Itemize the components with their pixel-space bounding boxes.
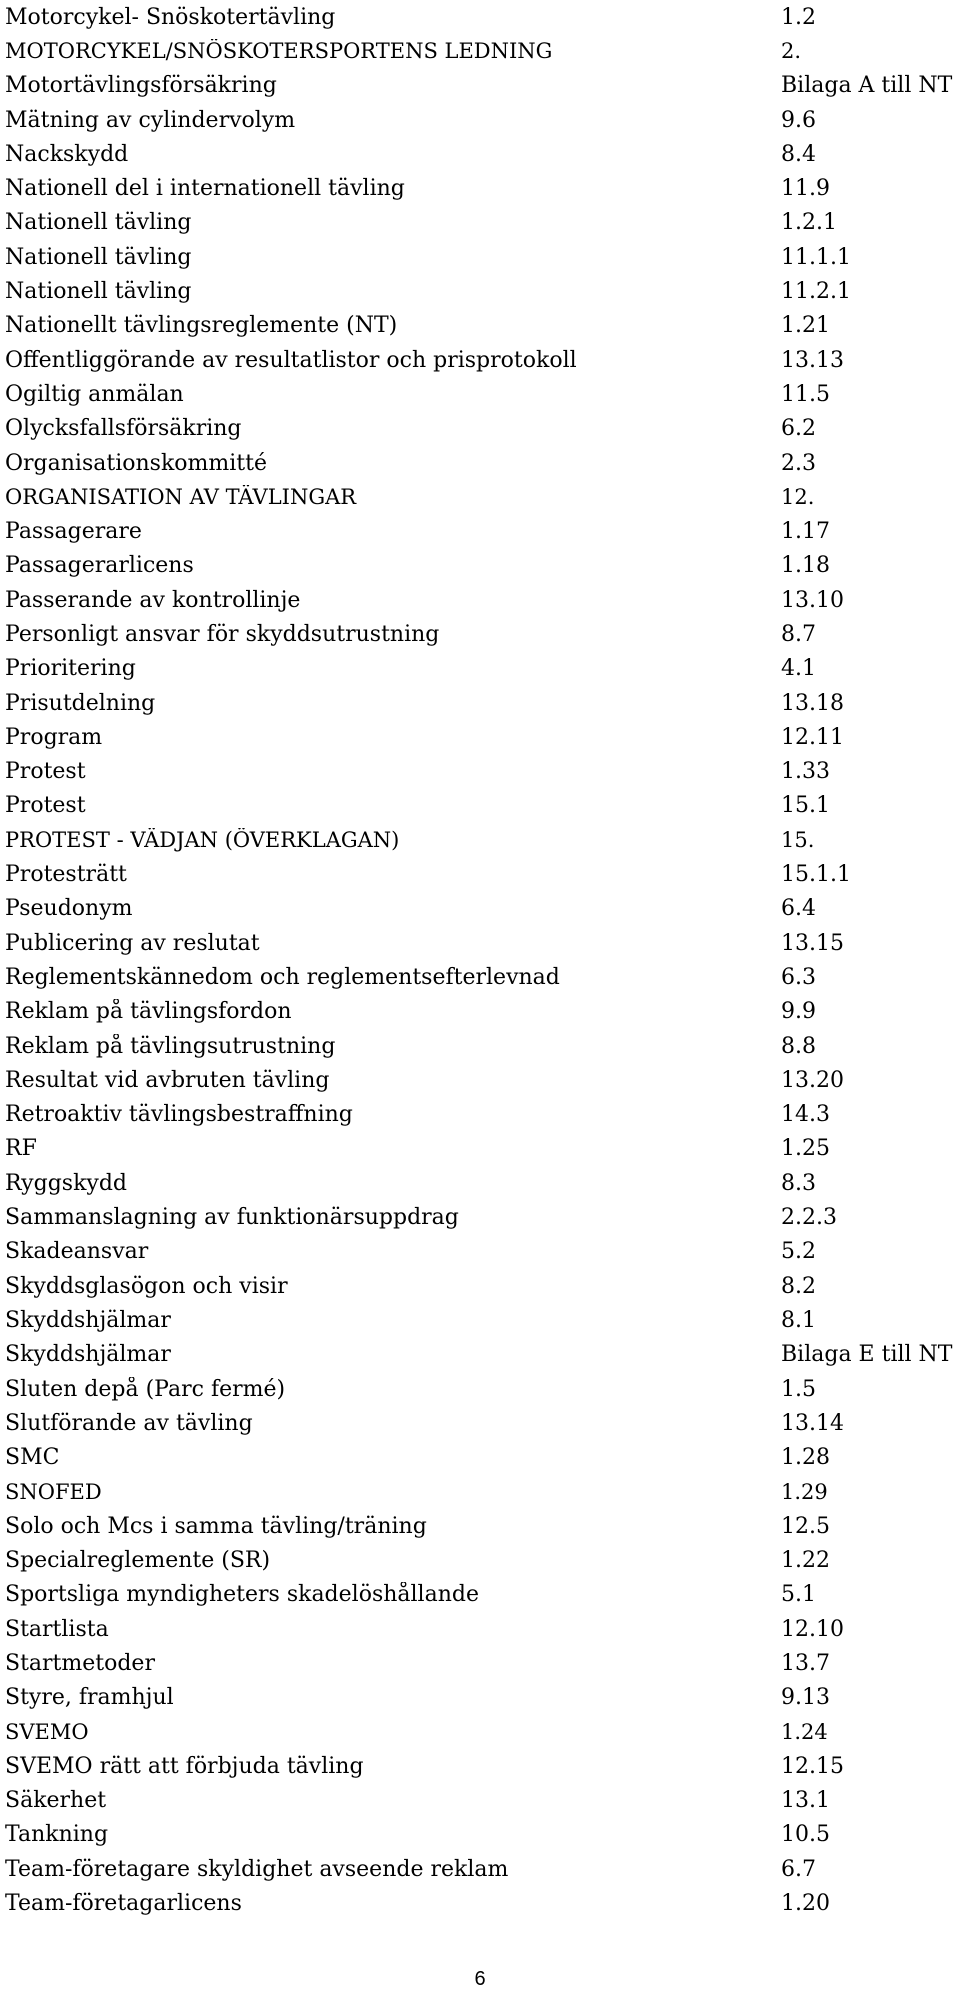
index-entry bbox=[5, 1440, 955, 1474]
index-entry bbox=[5, 1612, 955, 1646]
index-entry bbox=[5, 1200, 955, 1234]
index-term: Pseudonym bbox=[5, 896, 133, 922]
index-entry bbox=[5, 377, 955, 411]
index-reference: 1.20 bbox=[781, 1890, 830, 1916]
index-term: Reklam på tävlingsfordon bbox=[5, 999, 292, 1025]
index-entry bbox=[5, 652, 955, 686]
index-entry bbox=[5, 1749, 955, 1783]
index-reference: 1.24 bbox=[781, 1719, 828, 1744]
index-entry bbox=[5, 309, 955, 343]
index-term: MOTORCYKEL/SNÖSKOTERSPORTENS LEDNING bbox=[5, 39, 553, 64]
index-entry bbox=[5, 892, 955, 926]
index-entry bbox=[5, 514, 955, 548]
index-reference: 11.2.1 bbox=[781, 279, 851, 305]
index-entry bbox=[5, 1818, 955, 1852]
index-entry bbox=[5, 926, 955, 960]
index-reference: 11.1.1 bbox=[781, 244, 851, 270]
index-term: Resultat vid avbruten tävling bbox=[5, 1067, 330, 1093]
index-term: Organisationskommitté bbox=[5, 450, 267, 476]
index-reference: 1.2.1 bbox=[781, 210, 837, 236]
index-entry bbox=[5, 240, 955, 274]
index-reference: 13.13 bbox=[781, 347, 844, 373]
index-entry bbox=[5, 1372, 955, 1406]
index-reference: 1.25 bbox=[781, 1136, 830, 1162]
index-reference: 12. bbox=[781, 485, 815, 510]
index-reference: 6.2 bbox=[781, 416, 816, 442]
index-reference: 8.3 bbox=[781, 1170, 816, 1196]
index-term: Specialreglemente (SR) bbox=[5, 1548, 271, 1573]
index-entry bbox=[5, 103, 955, 137]
index-entry bbox=[5, 1578, 955, 1612]
index-entry bbox=[5, 171, 955, 205]
index-reference: 12.15 bbox=[781, 1753, 844, 1779]
index-term: Personligt ansvar för skyddsutrustning bbox=[5, 621, 440, 647]
index-entry bbox=[5, 206, 955, 240]
index-term: Nationell del i internationell tävling bbox=[5, 176, 405, 202]
index-reference: 13.14 bbox=[781, 1410, 844, 1436]
index-term: Protesträtt bbox=[5, 862, 127, 888]
index-entry bbox=[5, 617, 955, 651]
index-term: ORGANISATION AV TÄVLINGAR bbox=[5, 485, 357, 510]
index-reference: 9.13 bbox=[781, 1685, 830, 1711]
index-reference: 13.10 bbox=[781, 587, 844, 613]
index-entry bbox=[5, 1098, 955, 1132]
index-term: Nationell tävling bbox=[5, 279, 192, 305]
index-entry bbox=[5, 583, 955, 617]
index-entry bbox=[5, 0, 955, 34]
index-term: Ogiltig anmälan bbox=[5, 381, 184, 407]
index-term: Mätning av cylindervolym bbox=[5, 107, 296, 133]
index-reference: 6.4 bbox=[781, 896, 816, 922]
index-term: Motorcykel- Snöskotertävling bbox=[5, 4, 336, 30]
index-reference: 12.11 bbox=[781, 724, 844, 750]
index-entry bbox=[5, 1338, 955, 1372]
index-reference: 4.1 bbox=[781, 656, 816, 682]
index-term: Skadeansvar bbox=[5, 1239, 149, 1265]
index-entry bbox=[5, 343, 955, 377]
index-term: Passerande av kontrollinje bbox=[5, 587, 301, 613]
index-reference: 8.1 bbox=[781, 1307, 816, 1333]
index-reference: 5.2 bbox=[781, 1239, 816, 1265]
index-entry bbox=[5, 69, 955, 103]
index-term: Prioritering bbox=[5, 656, 136, 682]
index-entry bbox=[5, 995, 955, 1029]
index-term: Reglementskännedom och reglementsefterlevnad bbox=[5, 964, 560, 990]
index-reference: 1.21 bbox=[781, 313, 830, 339]
index-entry bbox=[5, 446, 955, 480]
index-term: Nationellt tävlingsreglemente (NT) bbox=[5, 313, 398, 339]
index-entry bbox=[5, 1303, 955, 1337]
index-term: PROTEST - VÄDJAN (ÖVERKLAGAN) bbox=[5, 828, 400, 853]
index-entry bbox=[5, 1063, 955, 1097]
index-reference: 2. bbox=[781, 39, 802, 64]
index-term: Offentliggörande av resultatlistor och prisprotokoll bbox=[5, 347, 577, 373]
index-reference: 1.29 bbox=[781, 1479, 828, 1504]
index-term: Nationell tävling bbox=[5, 244, 192, 270]
index-reference: 10.5 bbox=[781, 1822, 830, 1848]
index-reference: 1.2 bbox=[781, 4, 816, 30]
index-reference: 12.5 bbox=[781, 1513, 830, 1539]
index-term: Nackskydd bbox=[5, 141, 129, 167]
index-reference: 8.4 bbox=[781, 141, 816, 167]
index-reference: 11.5 bbox=[781, 381, 830, 407]
index-term: Publicering av reslutat bbox=[5, 930, 260, 956]
index-entry bbox=[5, 1269, 955, 1303]
index-term: Passagerarlicens bbox=[5, 553, 194, 579]
index-reference: 14.3 bbox=[781, 1102, 830, 1128]
index-entry bbox=[5, 1852, 955, 1886]
index-term: SNOFED bbox=[5, 1479, 102, 1504]
index-reference: 12.10 bbox=[781, 1616, 844, 1642]
index-term: Säkerhet bbox=[5, 1788, 107, 1814]
index-entry bbox=[5, 857, 955, 891]
index-reference: 8.8 bbox=[781, 1033, 816, 1059]
index-entry bbox=[5, 1715, 955, 1749]
index-reference: 1.5 bbox=[781, 1376, 816, 1402]
index-entry bbox=[5, 686, 955, 720]
index-reference: 6.3 bbox=[781, 964, 816, 990]
index-reference: 15.1.1 bbox=[781, 862, 851, 888]
index-term: Retroaktiv tävlingsbestraffning bbox=[5, 1102, 353, 1128]
index-entry bbox=[5, 789, 955, 823]
index-entry bbox=[5, 1132, 955, 1166]
index-term: RF bbox=[5, 1136, 37, 1162]
index-entry bbox=[5, 1681, 955, 1715]
index-entry bbox=[5, 34, 955, 68]
index-term: Olycksfallsförsäkring bbox=[5, 416, 242, 442]
index-term: Reklam på tävlingsutrustning bbox=[5, 1033, 336, 1059]
index-term: Solo och Mcs i samma tävling/träning bbox=[5, 1513, 427, 1539]
index-entry bbox=[5, 1475, 955, 1509]
index-term: Sluten depå (Parc fermé) bbox=[5, 1376, 286, 1402]
index-entry bbox=[5, 137, 955, 171]
index-entry bbox=[5, 1166, 955, 1200]
index-reference: 13.20 bbox=[781, 1067, 844, 1093]
index-term: Prisutdelning bbox=[5, 690, 156, 716]
index-term: Startlista bbox=[5, 1616, 109, 1642]
index-term: Team-företagarlicens bbox=[5, 1890, 242, 1916]
index-entry bbox=[5, 1886, 955, 1920]
index-reference: 1.33 bbox=[781, 759, 830, 785]
index-reference: 1.18 bbox=[781, 553, 830, 579]
index-reference: 15.1 bbox=[781, 793, 830, 819]
index-reference: 13.15 bbox=[781, 930, 844, 956]
index-entry bbox=[5, 274, 955, 308]
index-reference: Bilaga E till NT bbox=[781, 1342, 953, 1368]
index-entry bbox=[5, 960, 955, 994]
page-number: 6 bbox=[474, 1968, 486, 1990]
index-term: SMC bbox=[5, 1445, 60, 1471]
index-entry bbox=[5, 1646, 955, 1680]
index-term: Startmetoder bbox=[5, 1650, 155, 1676]
index-entry bbox=[5, 549, 955, 583]
index-entry bbox=[5, 1235, 955, 1269]
index-reference: 13.7 bbox=[781, 1650, 830, 1676]
index-term: Ryggskydd bbox=[5, 1170, 127, 1196]
index-term: Program bbox=[5, 724, 103, 750]
index-entry bbox=[5, 755, 955, 789]
index-reference: 11.9 bbox=[781, 176, 830, 202]
index-term: Nationell tävling bbox=[5, 210, 192, 236]
index-term: Team-företagare skyldighet avseende reklam bbox=[5, 1856, 509, 1882]
index-term: Motortävlingsförsäkring bbox=[5, 73, 277, 99]
index-reference: 1.28 bbox=[781, 1445, 830, 1471]
index-list bbox=[5, 0, 955, 1921]
index-term: Protest bbox=[5, 759, 86, 785]
index-entry bbox=[5, 1509, 955, 1543]
index-reference: 2.3 bbox=[781, 450, 816, 476]
index-reference: 15. bbox=[781, 828, 815, 853]
index-term: Tankning bbox=[5, 1822, 109, 1848]
index-reference: 1.22 bbox=[781, 1548, 830, 1573]
index-term: Skyddshjälmar bbox=[5, 1307, 171, 1333]
index-reference: 9.9 bbox=[781, 999, 816, 1025]
index-term: Sammanslagning av funktionärsuppdrag bbox=[5, 1205, 459, 1231]
index-term: Sportsliga myndigheters skadelöshållande bbox=[5, 1582, 479, 1608]
index-term: Skyddshjälmar bbox=[5, 1342, 171, 1368]
index-reference: 6.7 bbox=[781, 1856, 816, 1882]
index-entry bbox=[5, 412, 955, 446]
index-entry bbox=[5, 720, 955, 754]
index-reference: 2.2.3 bbox=[781, 1205, 837, 1231]
index-term: Protest bbox=[5, 793, 86, 819]
index-reference: 13.1 bbox=[781, 1788, 830, 1814]
index-entry bbox=[5, 1543, 955, 1577]
index-reference: 9.6 bbox=[781, 107, 816, 133]
index-entry bbox=[5, 1029, 955, 1063]
index-term: Passagerare bbox=[5, 519, 142, 545]
index-reference: Bilaga A till NT bbox=[781, 73, 953, 99]
index-entry bbox=[5, 480, 955, 514]
index-term: Skyddsglasögon och visir bbox=[5, 1273, 288, 1299]
index-term: Slutförande av tävling bbox=[5, 1410, 253, 1436]
index-entry bbox=[5, 1406, 955, 1440]
index-reference: 5.1 bbox=[781, 1582, 816, 1608]
index-reference: 8.2 bbox=[781, 1273, 816, 1299]
index-term: Styre, framhjul bbox=[5, 1685, 174, 1711]
index-entry bbox=[5, 823, 955, 857]
index-reference: 1.17 bbox=[781, 519, 830, 545]
index-reference: 13.18 bbox=[781, 690, 844, 716]
index-entry bbox=[5, 1783, 955, 1817]
index-term: SVEMO rätt att förbjuda tävling bbox=[5, 1753, 364, 1779]
index-term: SVEMO bbox=[5, 1719, 89, 1744]
index-reference: 8.7 bbox=[781, 621, 816, 647]
